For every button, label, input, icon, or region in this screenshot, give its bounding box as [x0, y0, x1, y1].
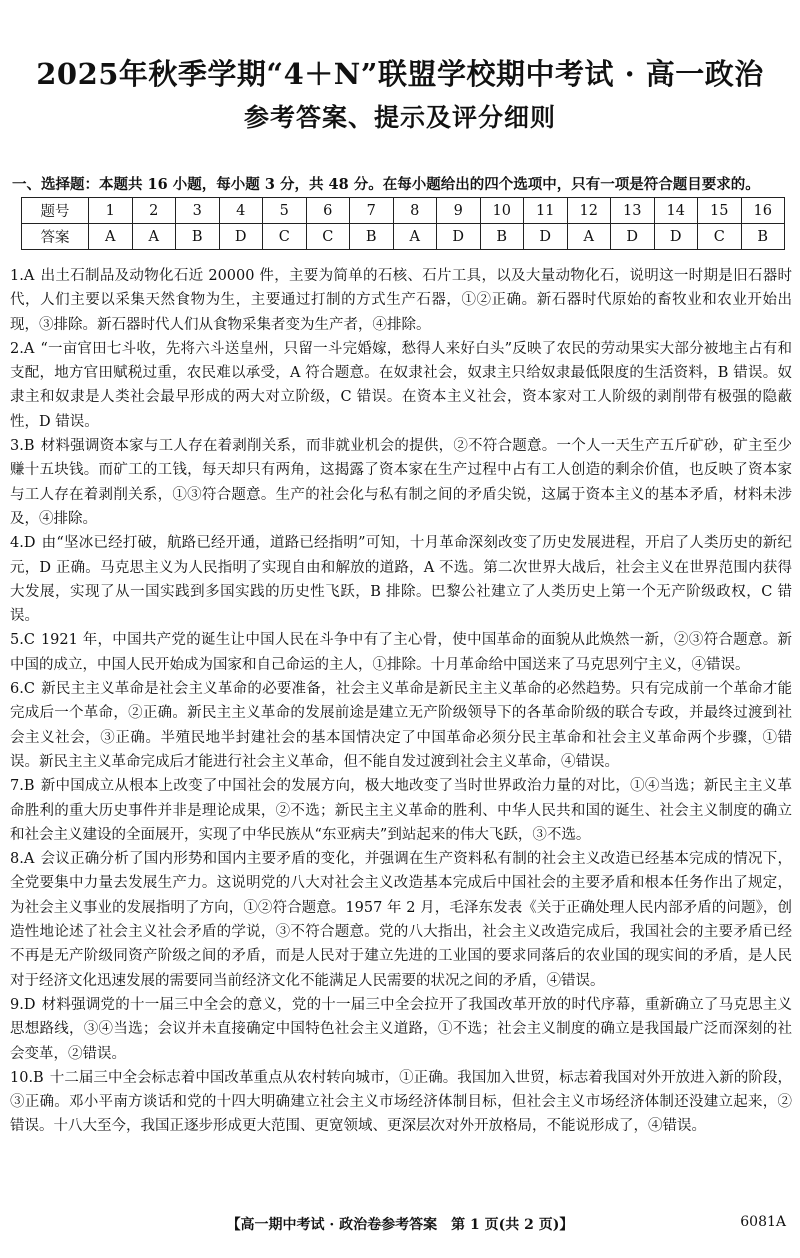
document-code: 6081A [740, 1214, 786, 1230]
item-number: 9.D [10, 996, 36, 1013]
answer-cell: D [524, 224, 568, 250]
explanation-item [10, 434, 792, 531]
item-number: 8.A [10, 851, 35, 868]
question-number: 4 [219, 198, 263, 224]
answer-cell: D [437, 224, 481, 250]
question-number: 2 [132, 198, 176, 224]
item-text: 1921 年，中国共产党的诞生让中国人民在斗争中有了主心骨，使中国革命的面貌从此焕然一新，②③符合题意。新中国的成立，中国人民开始成为国家和自己命运的主人，①排除。十月革命给中国送来了马克思列宁主义，④错误。 [10, 632, 792, 673]
item-number: 4.D [10, 535, 36, 552]
answer-cell: A [567, 224, 611, 250]
item-number: 6.C [10, 681, 35, 698]
explanation-item [10, 628, 792, 677]
item-text: 材料强调党的十一届三中全会的意义，党的十一届三中全会拉开了我国改革开放的时代序幕，重新确立了马克思主义思想路线，③④当选；会议并未直接确定中国特色社会主义道路，①不选；社会主义制度的确立是我国最广泛而深刻的社会变革，②错误。 [10, 996, 792, 1062]
answer-cell: D [654, 224, 698, 250]
question-number: 1 [89, 198, 133, 224]
item-text: 会议正确分析了国内形势和国内主要矛盾的变化，并强调在生产资料私有制的社会主义改造已经基本完成的情况下，全党要集中力量去发展生产力。这说明党的八大对社会主义改造基本完成后中国社会的主要矛盾和根本任务作出了规定，为社会主义事业的发展指明了方向，①②符合题意。1957 年 2 月，毛泽东发表《关于正确处理人民内部矛盾的问题》，创造性地论述了社会主义社会矛盾的学说，③不符合题意。党的八大指出，社会主义改造完成后，我国社会的主要矛盾已经不再是无产阶级同资产阶级之间的矛盾，而是人民对于建立先进的工业国的要求同落后的农业国的现实间的矛盾，是人民对于经济文化迅速发展的需要同当前经济文化不能满足人民需要的状况之间的矛盾，④错误。 [10, 851, 792, 989]
question-number: 3 [176, 198, 220, 224]
question-number-row [22, 198, 785, 224]
answer-row [22, 224, 785, 250]
question-number: 16 [741, 198, 785, 224]
answer-cell: B [176, 224, 220, 250]
explanation-item [10, 337, 792, 434]
answer-table [21, 197, 785, 250]
item-text: 材料强调资本家与工人存在着剥削关系，而非就业机会的提供，②不符合题意。一个人一天生产五斤矿砂，矿主至少赚十五块钱。而矿工的工钱，每天却只有两角，这揭露了资本家在生产过程中占有工人创造的剩余价值，也反映了资本家与工人存在着剥削关系，①③符合题意。生产的社会化与私有制之间的矛盾尖锐，这属于资本主义的基本矛盾，材料未涉及，④排除。 [10, 438, 792, 527]
explanation-item [10, 847, 792, 993]
item-number: 1.A [10, 268, 35, 284]
item-text: 十二届三中全会标志着中国改革重点从农村转向城市，①正确。我国加入世贸，标志着我国对外开放进入新的阶段，③正确。邓小平南方谈话和党的十四大明确建立社会主义市场经济体制目标，但社会主义市场经济体制还没建立起来，②错误。十八大至今，我国正逐步形成更大范围、更宽领域、更深层次对外开放格局，不能说形成了，④错误。 [10, 1069, 792, 1135]
item-number: 10.B [10, 1069, 44, 1086]
page-footer: 【高一期中考试 · 政治卷参考答案 第 1 页(共 2 页)】 [226, 1217, 574, 1233]
page-title: 2025年秋季学期“4＋N”联盟学校期中考试 · 高一政治 [36, 57, 764, 91]
answer-cell: B [350, 224, 394, 250]
question-number: 5 [263, 198, 307, 224]
answer-cell: C [263, 224, 307, 250]
question-number: 8 [393, 198, 437, 224]
item-number: 5.C [10, 632, 35, 649]
item-number: 3.B [10, 438, 35, 455]
explanation-item [10, 774, 792, 847]
answer-cell: D [219, 224, 263, 250]
row-label-answer: 答案 [22, 224, 89, 250]
answer-cell: C [698, 224, 742, 250]
answer-cell: B [741, 224, 785, 250]
question-number: 15 [698, 198, 742, 224]
row-label-number: 题号 [22, 198, 89, 224]
item-text: “一亩官田七斗收，先将六斗送皇州，只留一斗完婚嫁，愁得人来好白头”反映了农民的劳动果实大部分被地主占有和支配，地方官田赋税过重，农民难以承受，A 符合题意。在奴隶社会，奴隶主只给奴隶最低限度的生活资料，B 错误。奴隶主和奴隶是人类社会最早形成的两大对立阶级，C 错误。在资本主义社会，资本家对工人阶级的剥削带有极强的隐蔽性，D 错误。 [10, 340, 792, 430]
question-number: 7 [350, 198, 394, 224]
item-text: 出土石制品及动物化石近 20000 件，主要为简单的石核、石片工具，以及大量动物化石，说明这一时期是旧石器时代，人们主要以采集天然食物为生，主要通过打制的方式生产石器，①②正确。新石器时代原始的畜牧业和农业开始出现，③排除。新石器时代人们从食物采集者变为生产者，④排除。 [10, 268, 792, 333]
answer-cell: B [480, 224, 524, 250]
question-number: 9 [437, 198, 481, 224]
explanation-item [10, 1066, 792, 1139]
page-subtitle: 参考答案、提示及评分细则 [243, 103, 556, 132]
question-number: 13 [611, 198, 655, 224]
question-number: 6 [306, 198, 350, 224]
answer-cell: A [132, 224, 176, 250]
item-text: 新民主主义革命是社会主义革命的必要准备，社会主义革命是新民主主义革命的必然趋势。只有完成前一个革命才能完成后一个革命，②正确。新民主主义革命的发展前途是建立无产阶级领导下的各革命阶级的联合专政，并最终过渡到社会主义社会，③正确。半殖民地半封建社会的基本国情决定了中国革命必须分民主革命和社会主义革命两个步骤，①错误。新民主主义革命完成后才能进行社会主义革命，但不能自发过渡到社会主义革命，④错误。 [10, 681, 792, 770]
question-number: 12 [567, 198, 611, 224]
item-text: 由“坚冰已经打破，航路已经开通，道路已经指明”可知，十月革命深刻改变了历史发展进程，开启了人类历史的新纪元，D 正确。马克思主义为人民指明了实现自由和解放的道路，A 不选。第二次世界大战后，社会主义在世界范围内获得大发展，实现了从一国实践到多国实践的历史性飞跃，B 排除。巴黎公社建立了人类历史上第一个无产阶级政权，C 错误。 [10, 535, 792, 625]
answer-cell: A [393, 224, 437, 250]
explanation-item [10, 531, 792, 628]
item-text: 新中国成立从根本上改变了中国社会的发展方向，极大地改变了当时世界政治力量的对比，①④当选；新民主主义革命胜利的重大历史事件并非是理论成果，②不选；新民主主义革命的胜利、中华人民共和国的诞生、社会主义制度的确立和社会主义建设的全面展开，实现了中华民族从“东亚病夫”到站起来的伟大飞跃，③不选。 [10, 778, 792, 843]
explanation-item [10, 264, 792, 337]
question-number: 11 [524, 198, 568, 224]
answer-cell: C [306, 224, 350, 250]
item-number: 7.B [10, 778, 35, 795]
explanation-item [10, 677, 792, 774]
explanation-item [10, 993, 792, 1066]
item-number: 2.A [10, 340, 35, 357]
explanation-list [10, 264, 792, 1139]
question-number: 10 [480, 198, 524, 224]
answer-cell: A [89, 224, 133, 250]
question-number: 14 [654, 198, 698, 224]
answer-cell: D [611, 224, 655, 250]
section-heading: 一、选择题：本题共 16 小题，每小题 3 分，共 48 分。在每小题给出的四个选项中，只有一项是符合题目要求的。 [12, 176, 760, 193]
